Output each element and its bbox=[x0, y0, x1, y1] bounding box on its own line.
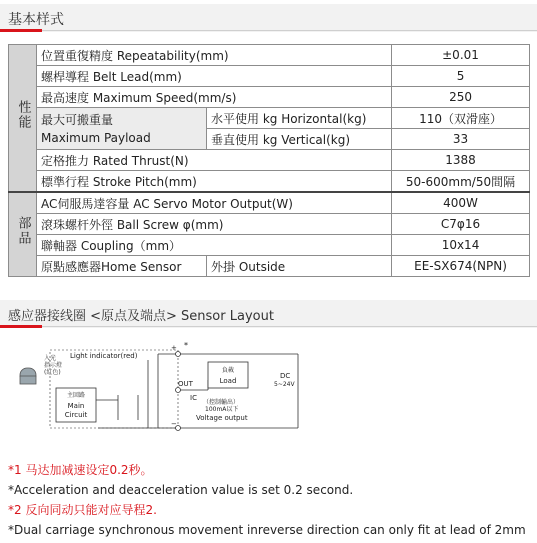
current-label: 100mA以下 bbox=[205, 406, 239, 413]
row-value: 250 bbox=[392, 87, 530, 108]
light-indicator-label: Light indicator(red) bbox=[70, 352, 138, 360]
minus-label: − bbox=[171, 420, 177, 428]
main-circuit-en2: Circuit bbox=[64, 411, 88, 419]
ic-label: IC bbox=[190, 394, 197, 402]
table-row bbox=[9, 214, 530, 235]
table-row bbox=[9, 150, 530, 171]
row-label: 螺桿導程 Belt Lead(mm) bbox=[37, 66, 392, 87]
group-parts: 部品 bbox=[9, 192, 37, 277]
asterisk-label: * bbox=[184, 341, 188, 350]
row-label: AC伺服馬達容量 AC Servo Motor Output(W) bbox=[37, 192, 392, 214]
header-rule bbox=[42, 326, 537, 327]
row-label: 定格推力 Rated Thrust(N) bbox=[37, 150, 392, 171]
incident-light-label: 入光 bbox=[44, 355, 57, 362]
note-1-zh: *1 马达加减速设定0.2秒。 bbox=[8, 463, 153, 477]
row-value: 10x14 bbox=[392, 235, 530, 256]
section-header-sensor bbox=[0, 300, 537, 328]
sub-label-horizontal: 水平使用 kg Horizontal(kg) bbox=[207, 108, 392, 129]
load-zh: 負載 bbox=[221, 367, 235, 374]
note-2-zh: *2 反向同动只能对应导程2. bbox=[8, 503, 157, 517]
note-1-en: *Acceleration and deacceleration value is set 0.2 second. bbox=[8, 483, 354, 497]
row-label-mid: 外掛 Outside bbox=[207, 256, 392, 277]
sensor-wiring-diagram bbox=[8, 340, 308, 432]
row-value: 400W bbox=[392, 192, 530, 214]
row-value: 50-600mm/50間隔 bbox=[392, 171, 530, 193]
section-title: 基本样式 bbox=[8, 12, 64, 28]
row-label: 最高速度 Maximum Speed(mm/s) bbox=[37, 87, 392, 108]
indicator-lamp-label: 指示燈 bbox=[44, 362, 63, 369]
table-row bbox=[9, 192, 530, 214]
spec-table bbox=[8, 44, 530, 277]
main-circuit-zh: 主回路 bbox=[66, 392, 86, 399]
main-circuit-en1: Main bbox=[67, 402, 85, 410]
row-value: 5 bbox=[392, 66, 530, 87]
row-value: EE-SX674(NPN) bbox=[392, 256, 530, 277]
note-2-en: *Dual carriage synchronous movement inreverse direction can only fit at lead of 2mm bbox=[8, 523, 526, 537]
row-value: ±0.01 bbox=[392, 45, 530, 66]
sub-value-vertical: 33 bbox=[392, 129, 530, 150]
section-header-basic bbox=[0, 4, 537, 32]
voltage-output-label: Voltage output bbox=[196, 414, 248, 422]
table-row bbox=[9, 45, 530, 66]
terminal-out bbox=[176, 388, 181, 393]
out-label: OUT bbox=[178, 380, 193, 388]
header-accent bbox=[0, 325, 42, 328]
row-label: 標準行程 Stroke Pitch(mm) bbox=[37, 171, 392, 193]
footnotes bbox=[8, 460, 526, 540]
section-title: 感应器接线圈 <原点及端点> Sensor Layout bbox=[8, 309, 274, 324]
terminal-plus bbox=[176, 352, 181, 357]
sub-label-vertical: 垂直使用 kg Vertical(kg) bbox=[207, 129, 392, 150]
table-row bbox=[9, 87, 530, 108]
header-accent bbox=[0, 29, 42, 32]
red-label: (紅色) bbox=[44, 369, 61, 376]
header-rule bbox=[42, 30, 537, 31]
indicator-lamp-icon bbox=[20, 368, 36, 384]
load-en: Load bbox=[219, 377, 237, 385]
control-output-label: （控制輸出） bbox=[203, 399, 240, 406]
row-label: 聯軸器 Coupling（mm） bbox=[37, 235, 392, 256]
table-row bbox=[9, 256, 530, 277]
plus-label: + bbox=[171, 344, 177, 352]
row-label: 原點感應器Home Sensor bbox=[37, 256, 207, 277]
table-row bbox=[9, 108, 530, 129]
dc-label: DC bbox=[280, 372, 291, 380]
table-row bbox=[9, 171, 530, 193]
payload-label: 最大可搬重量 Maximum Payload bbox=[37, 108, 207, 150]
row-label: 位置重復精度 Repeatability(mm) bbox=[37, 45, 392, 66]
table-row bbox=[9, 66, 530, 87]
row-value: 1388 bbox=[392, 150, 530, 171]
dc-range-label: 5~24V bbox=[274, 381, 295, 388]
sub-value-horizontal: 110（双滑座） bbox=[392, 108, 530, 129]
row-value: C7φ16 bbox=[392, 214, 530, 235]
group-performance: 性能 bbox=[9, 45, 37, 193]
table-row bbox=[9, 235, 530, 256]
row-label: 滾珠螺杆外徑 Ball Screw φ(mm) bbox=[37, 214, 392, 235]
